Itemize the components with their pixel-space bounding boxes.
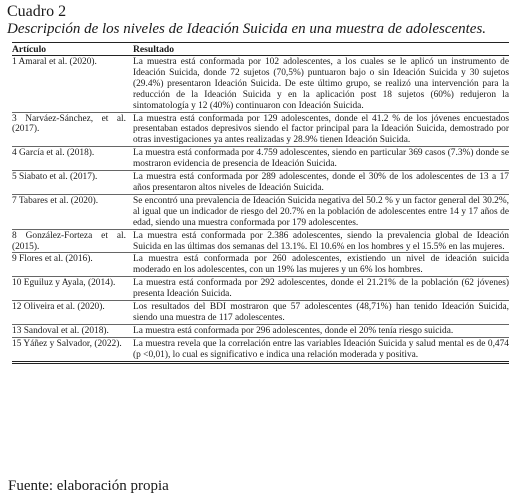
result-cell: La muestra está conformada por 2.386 adolescentes, siendo la prevalencia global de Ideación Suicida en las últimas dos semanas del 13.1%. El 10.6% en los hombres y el 15.5% en las mujeres. (133, 230, 509, 252)
table-row (12, 324, 509, 337)
result-cell: Los resultados del BDI mostraron que 57 adolescentes (48,71%) han tenido Ideación Suicida, siendo una muestra de 117 adolescentes. (133, 302, 509, 323)
result-cell: La muestra está conformada por 4.759 adolescentes, siendo en particular 369 casos (7.3%) donde se mostraron evidencia de presencia de Ideación Suicida. (133, 148, 509, 170)
source-note: Fuente: elaboración propia (8, 478, 169, 494)
article-cell: 8 González-Forteza et al. (2015). (12, 230, 126, 252)
table-row (12, 277, 509, 301)
table-row (12, 147, 509, 171)
article-cell: 12 Oliveira et al. (2020). (12, 302, 105, 313)
result-cell: La muestra revela que la correlación entre las variables Ideación Suicida y salud mental es de 0,474 (p <0,01), lo cual es significativo e indica una relación moderada y positiva. (133, 338, 509, 360)
table-row (12, 171, 509, 195)
result-cell: La muestra está conformada por 296 adolescentes, donde el 20% tenía riesgo suicida. (133, 325, 454, 336)
table-row (12, 112, 509, 147)
table-row (12, 253, 509, 277)
table-body (12, 56, 509, 362)
table-bottom-rule (12, 363, 509, 364)
result-cell: La muestra está conformada por 260 adolescentes, existiendo un nivel de ideación suicida moderado en los adolescentes, con un 19% las mujeres y un 6% los hombres. (133, 254, 509, 276)
result-cell: Se encontró una prevalencia de Ideación Suicida negativa del 50.2 % y un factor general del 30.2%, al igual que un indicador de riesgo del 20.7% en la población de adolescentes entre 14 y 17 años de edad, siendo una muestra conformada por 179 adolescentes. (133, 195, 509, 228)
results-table (12, 43, 509, 362)
result-cell: La muestra está conformada por 102 adolescentes, a los cuales se le aplicó un instrumento de Ideación Suicida, donde 72 sujetos (70,5%) puntuaron bajo o sin Ideación Suicida y 30 sujetos (29.4%) presentaron Ideación Suicida. De este último grupo, se realizó una intervención para la reducción de la Ideación Suicida y en la aplicación post 18 sujetos (60%) redujeron la sintomatología y 12 (40%) continuaron con Ideación Suicida. (133, 57, 509, 111)
column-header-result: Resultado (133, 44, 175, 55)
table-caption (7, 3, 522, 38)
table-row (12, 194, 509, 229)
article-cell: 15 Yáñez y Salvador, (2022). (12, 338, 122, 349)
article-cell: 7 Tabares et al. (2020). (12, 195, 99, 206)
result-cell: La muestra está conformada por 292 adolescentes, donde el 21.21% de la población (62 jóvenes) presenta Ideación Suicida. (133, 278, 509, 300)
table-number: Cuadro 2 (7, 3, 67, 20)
article-cell: 1 Amaral et al. (2020). (12, 57, 97, 67)
article-cell: 10 Eguiluz y Ayala, (2014). (12, 278, 116, 289)
table-row (12, 301, 509, 325)
article-cell: 9 Flores et al. (2016). (12, 254, 93, 265)
column-header-article: Artículo (12, 44, 47, 55)
result-cell: La muestra está conformada por 289 adolescentes, donde el 30% de los adolescentes de 13 a 17 años presentaron altos niveles de Ideación Suicida. (133, 172, 509, 193)
article-cell: 13 Sandoval et al. (2018). (12, 325, 109, 336)
table-title: Descripción de los niveles de Ideación Suicida en una muestra de adolescentes. (7, 21, 487, 37)
table-row (12, 56, 509, 113)
article-cell: 4 García et al. (2018). (12, 148, 95, 159)
result-cell: La muestra está conformada por 129 adolescentes, donde el 41.2 % de los jóvenes encuestados presentaban estados depresivos siendo el factor principal para la Ideación Suicida, demostrado por otras investigaciones ya antes realizadas y 28.9% tienen Ideación Suicida. (133, 113, 509, 146)
table-row (12, 337, 509, 361)
table-header-row (12, 43, 509, 56)
article-cell: 3 Narváez-Sánchez, et al. (2017). (12, 113, 126, 135)
table-row (12, 229, 509, 253)
article-cell: 5 Siabato et al. (2017). (12, 172, 98, 183)
results-table-container (12, 42, 509, 364)
